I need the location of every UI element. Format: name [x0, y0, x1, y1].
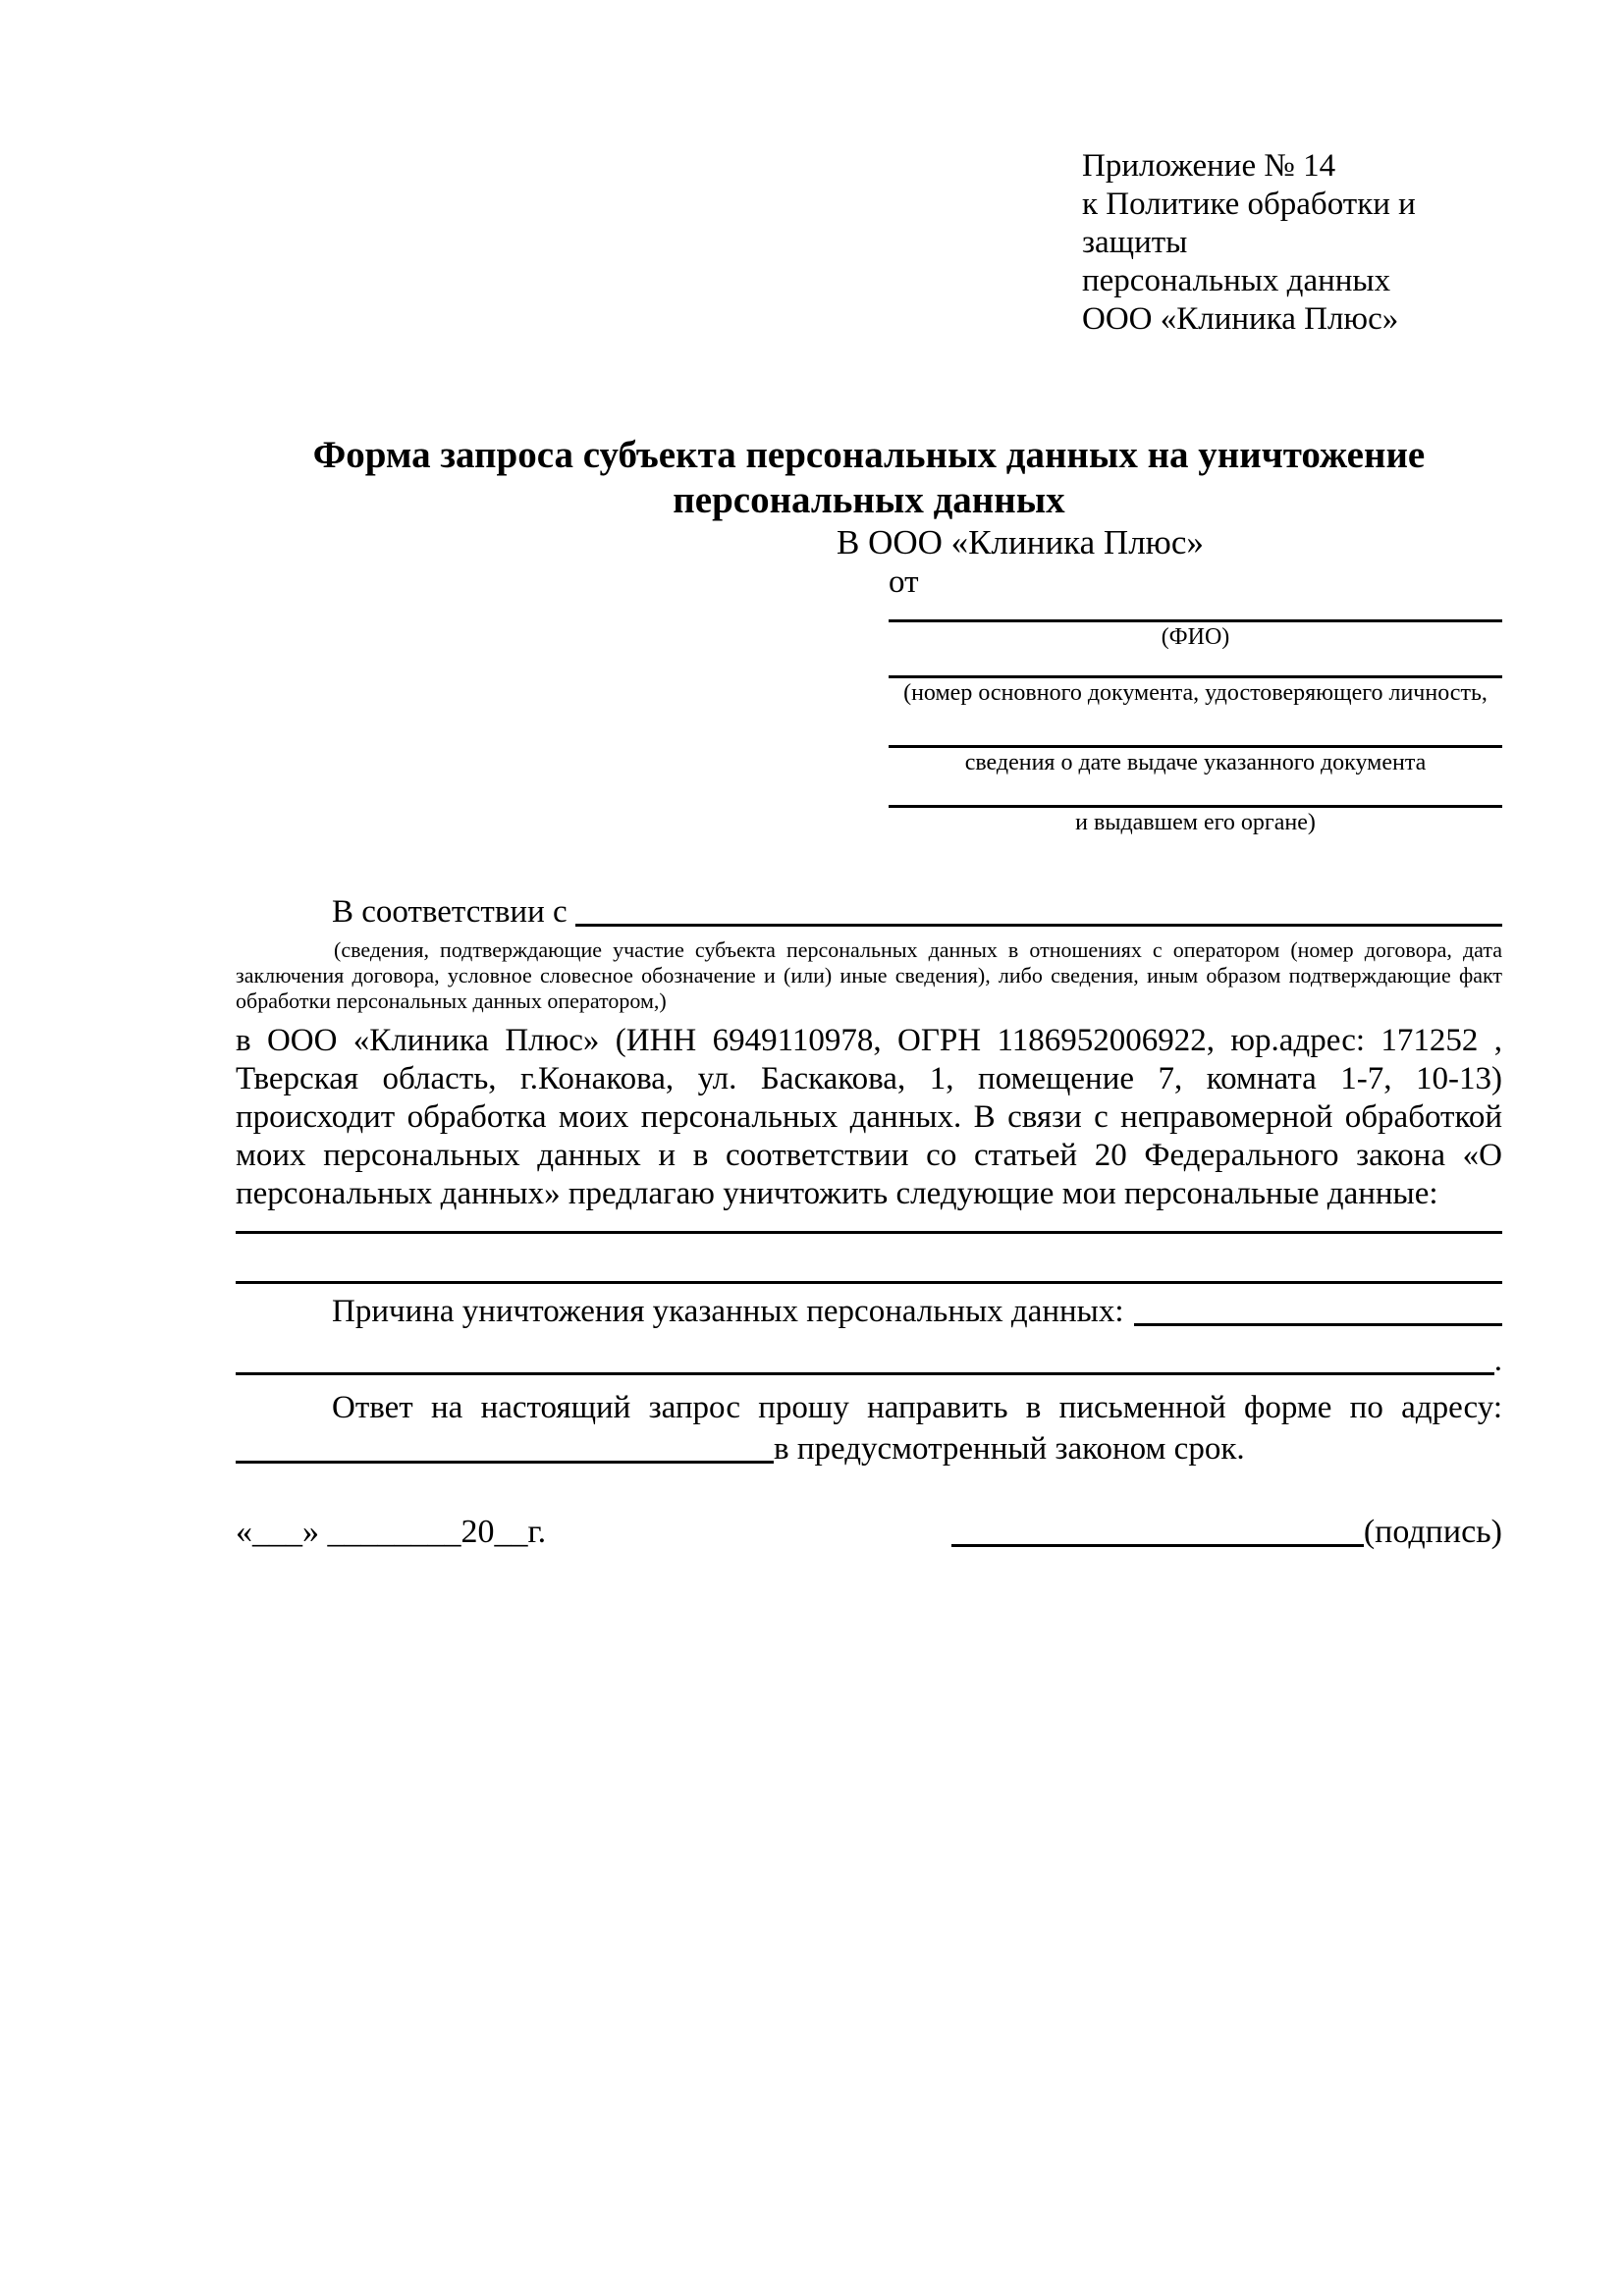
document-title-line-1: Форма запроса субъекта персональных данных на уничтожение: [312, 434, 1426, 476]
addressee-line: В ООО «Клиника Плюс»: [837, 523, 1204, 561]
document-title: [236, 433, 1502, 523]
issuing-authority-caption: и выдавшем его органе): [1075, 810, 1316, 835]
signature-caption: (подпись): [1363, 1514, 1502, 1550]
appendix-line-2: к Политике обработки и защиты: [1082, 187, 1416, 260]
personal-data-input-line-1[interactable]: [236, 1231, 1502, 1234]
from-label: от: [889, 564, 919, 600]
request-paragraph: в ООО «Клиника Плюс» (ИНН 6949110978, ОГРН 1186952006922, юр.адрес: 171252 , Тверская область, г.Конакова, ул. Баскакова, 1, помещение 7, комната 1-7, 10-13) происходит обработка моих персональных данных. В связи с неправомерной обработкой моих персональных данных и в соответствии со статьей 20 Федерального закона «О персональных данных» предлагаю уничтожить следующие мои персональные данные:: [236, 1023, 1502, 1211]
reason-input-line[interactable]: [1134, 1292, 1502, 1326]
signature-input-line[interactable]: [951, 1512, 1364, 1547]
fio-caption: (ФИО): [1161, 624, 1230, 650]
answer-tail-text: в предусмотренный законом срок.: [774, 1431, 1245, 1467]
signature-group: [951, 1512, 1502, 1553]
reason-row: [236, 1292, 1502, 1331]
answer-request-line: Ответ на настоящий запрос прошу направить в письменной форме по адресу:: [332, 1390, 1502, 1425]
date-blank: «___» ________20__г.: [236, 1514, 547, 1550]
date-signature-row: [236, 1512, 1502, 1553]
accordance-label: В соответствии с: [332, 894, 568, 930]
reason-continuation-row: [236, 1341, 1502, 1380]
reason-label: Причина уничтожения указанных персональных данных:: [332, 1294, 1124, 1329]
personal-data-input-line-2[interactable]: [236, 1281, 1502, 1284]
document-title-line-2: персональных данных: [673, 479, 1065, 521]
address-input-line[interactable]: [236, 1429, 774, 1464]
accordance-row: [236, 892, 1502, 932]
document-number-caption: (номер основного документа, удостоверяющего личность,: [903, 680, 1488, 706]
appendix-block: [1082, 147, 1502, 339]
accordance-footnote: (сведения, подтверждающие участие субъекта персональных данных в отношениях с оператором (номер договора, дата заключения договора, условное словесное обозначение и (или) иные сведения), либо сведения, иным образом подтверждающие факт обработки персональных данных оператором,): [236, 937, 1502, 1013]
appendix-line-4: ООО «Клиника Плюс»: [1082, 301, 1399, 337]
appendix-line-1: Приложение № 14: [1082, 148, 1336, 184]
accordance-input-line[interactable]: [575, 892, 1502, 927]
sentence-period: .: [1493, 1343, 1502, 1378]
answer-address-row: [236, 1429, 1502, 1468]
appendix-line-3: персональных данных: [1082, 263, 1391, 298]
applicant-fields-block: [889, 619, 1502, 837]
issue-date-caption: сведения о дате выдаче указанного документа: [964, 750, 1427, 775]
reason-input-line-2[interactable]: [236, 1341, 1494, 1375]
